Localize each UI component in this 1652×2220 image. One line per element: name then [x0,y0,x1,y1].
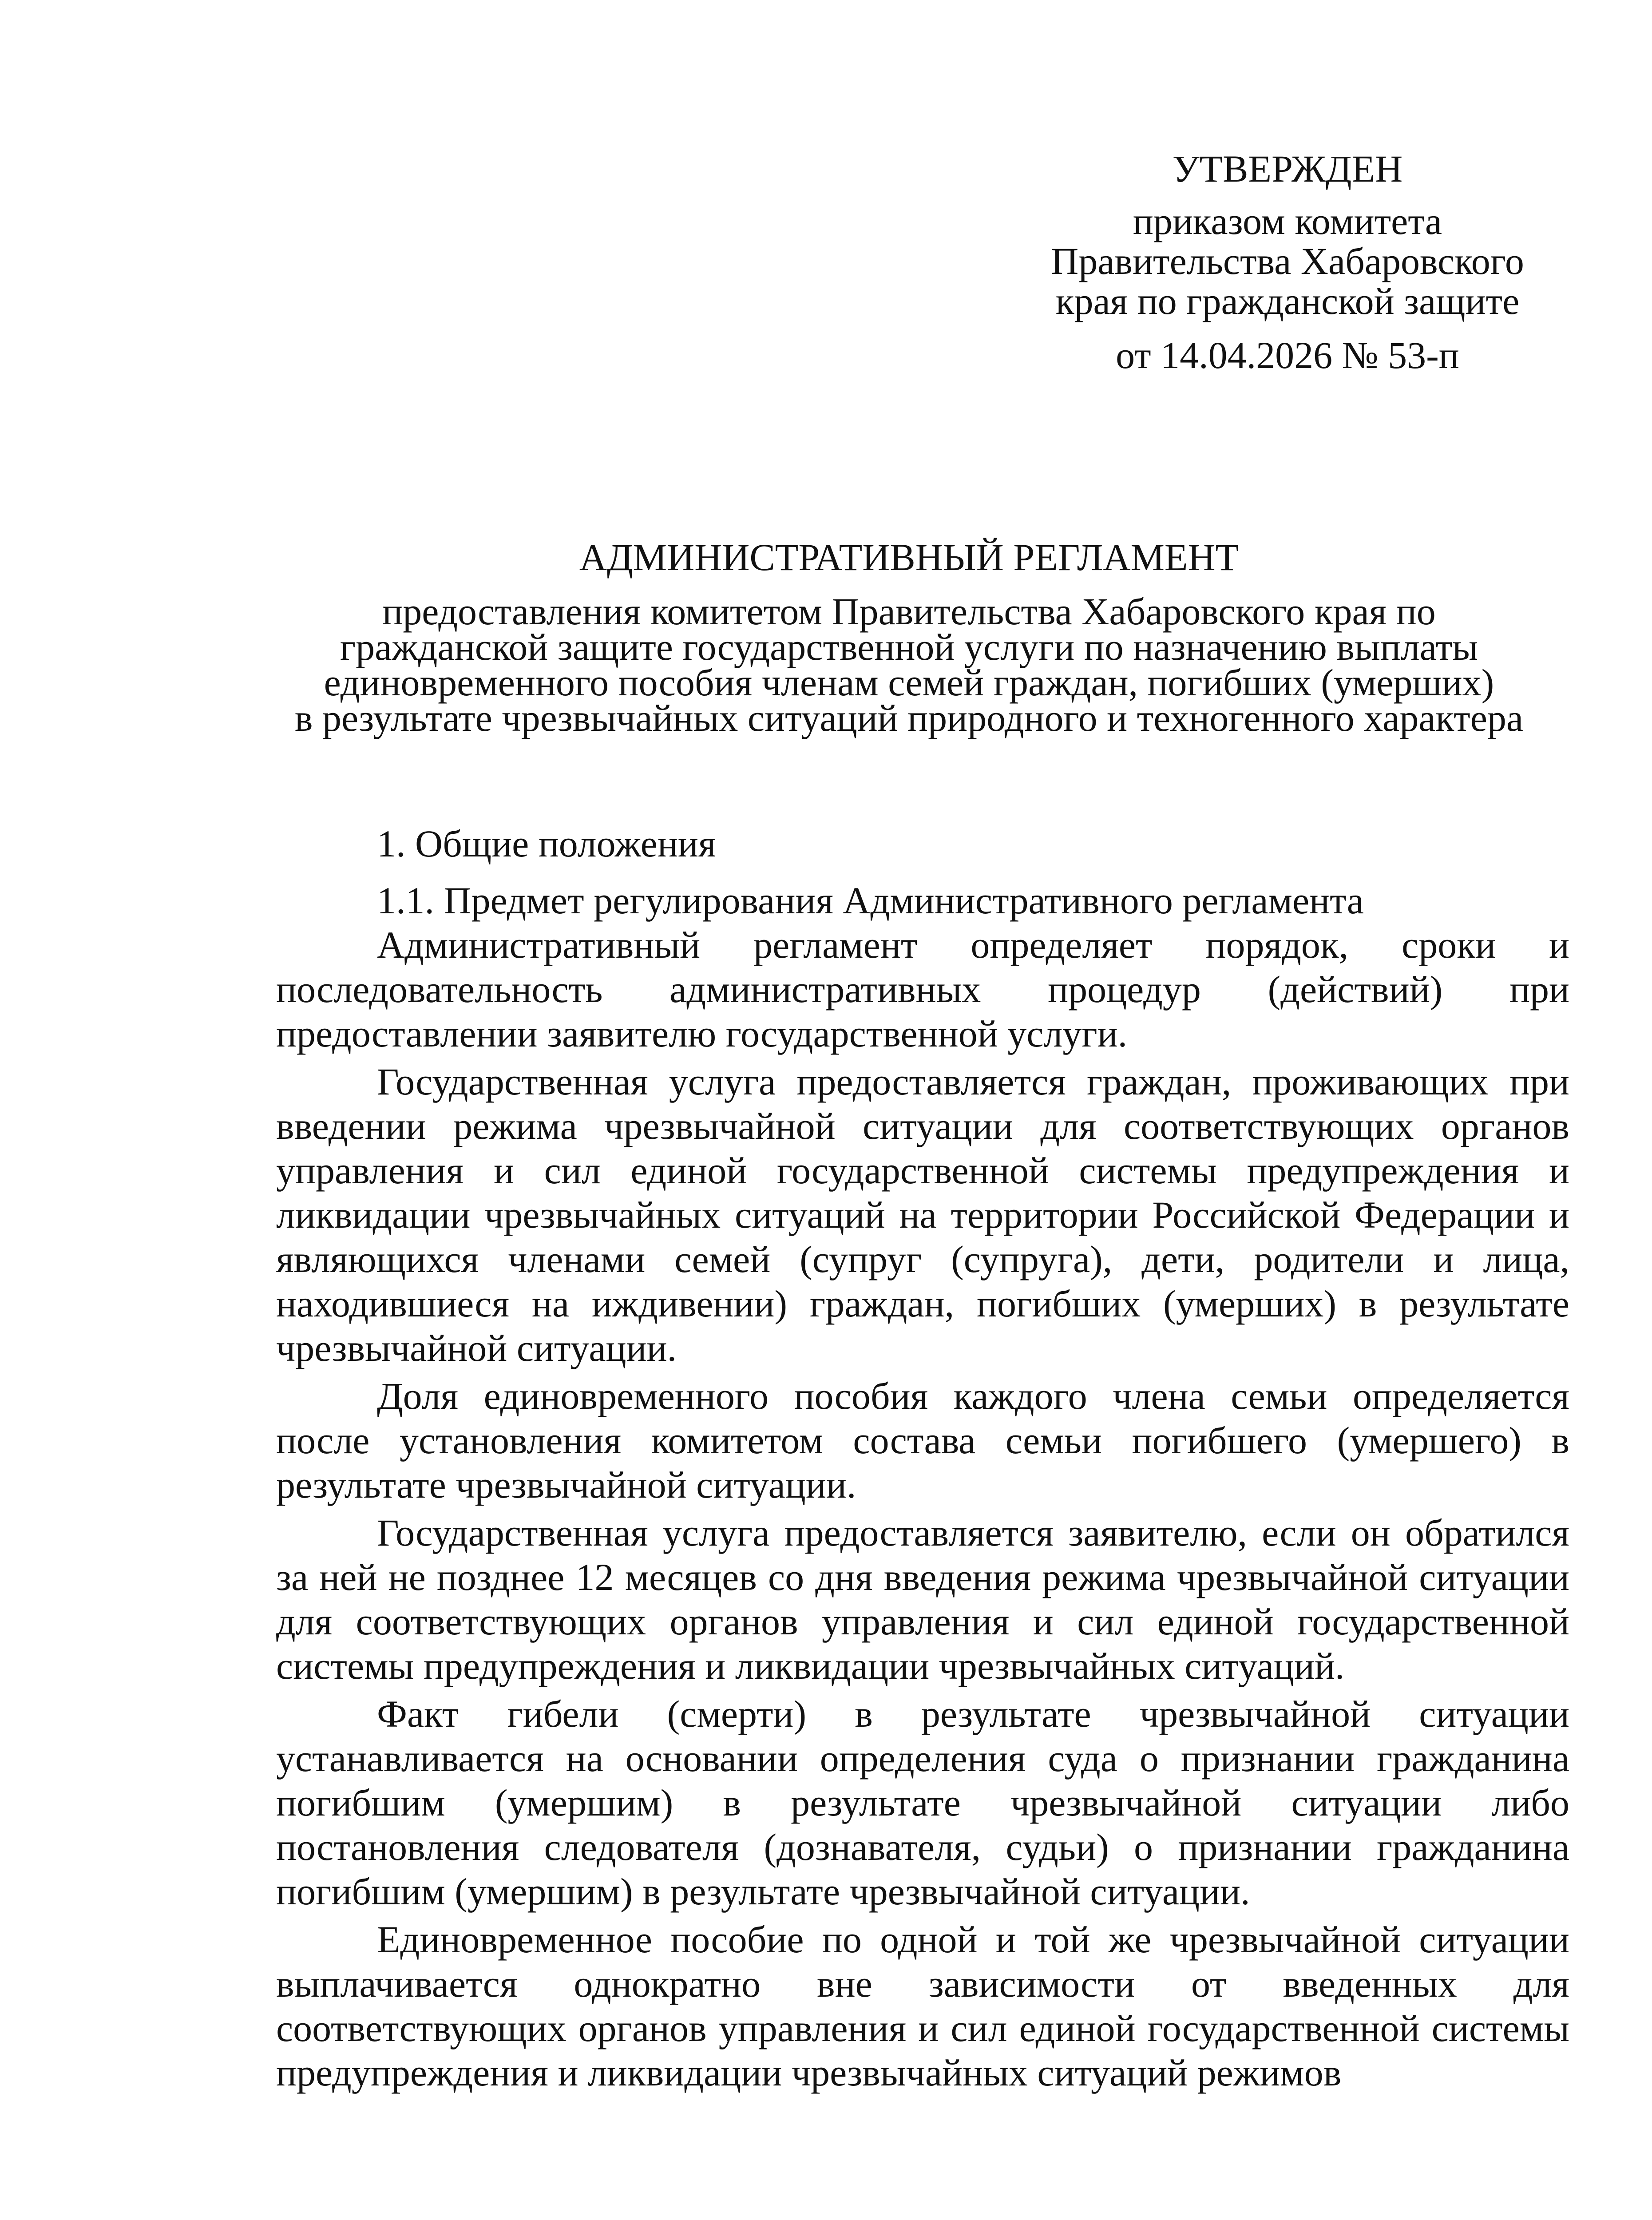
body-paragraph: Единовременное пособие по одной и той же чрезвычайной ситуации выплачивается однократно вне зависимости от введенных для соответствующих органов управления и сил единой государственной системы предупреждения и ликвидации чрезвычайных ситуаций режимов [276,1918,1569,2094]
approval-heading: УТВЕРЖДЕН [1172,147,1403,190]
document-title: АДМИНИСТРАТИВНЫЙ РЕГЛАМЕНТ [579,536,1239,579]
document-body [276,821,1569,2098]
section-heading: 1. Общие положения [377,822,716,865]
approval-date: от 14.04.2026 № 53-п [1116,334,1459,377]
approval-line: Правительства Хабаровского [1051,240,1524,282]
document-title-block [249,536,1569,739]
approval-stamp-block [1021,149,1554,375]
approval-line: приказом комитета [1133,200,1442,242]
document-subtitle-line: в результате чрезвычайных ситуаций природного и техногенного характера [294,697,1524,739]
approval-line: края по гражданской защите [1055,280,1520,322]
subsection-heading: 1.1. Предмет регулирования Административного регламента [377,879,1364,922]
body-paragraph: Административный регламент определяет порядок, сроки и последовательность административных процедур (действий) при предоставлении заявителю государственной услуги. [276,924,1569,1055]
body-paragraph: Государственная услуга предоставляется заявителю, если он обратился за ней не позднее 12 месяцев со дня введения режима чрезвычайной ситуации для соответствующих органов управления и сил единой государственной системы предупреждения и ликвидации чрезвычайных ситуаций. [276,1511,1569,1687]
document-subtitle-line: предоставления комитетом Правительства Хабаровского края по [382,590,1436,633]
body-paragraph: Доля единовременного пособия каждого члена семьи определяется после установления комитетом состава семьи погибшего (умершего) в результате чрезвычайной ситуации. [276,1375,1569,1506]
body-paragraph: Факт гибели (смерти) в результате чрезвычайной ситуации устанавливается на основании определения суда о признании гражданина погибшим (умершим) в результате чрезвычайной ситуации либо постановления следователя (дознавателя, судьи) о признании гражданина погибшим (умершим) в результате чрезвычайной ситуации. [276,1693,1569,1913]
body-paragraph: Государственная услуга предоставляется граждан, проживающих при введении режима чрезвычайной ситуации для соответствующих органов управления и сил единой государственной системы предупреждения и ликвидации чрезвычайных ситуаций на территории Российской Федерации и являющихся членами семей (супруг (супруга), дети, родители и лица, находившиеся на иждивении) граждан, погибших (умерших) в результате чрезвычайной ситуации. [276,1060,1569,1369]
document-subtitle-line: гражданской защите государственной услуги по назначению выплаты [340,626,1478,668]
document-subtitle-line: единовременного пособия членам семей граждан, погибших (умерших) [324,661,1494,704]
